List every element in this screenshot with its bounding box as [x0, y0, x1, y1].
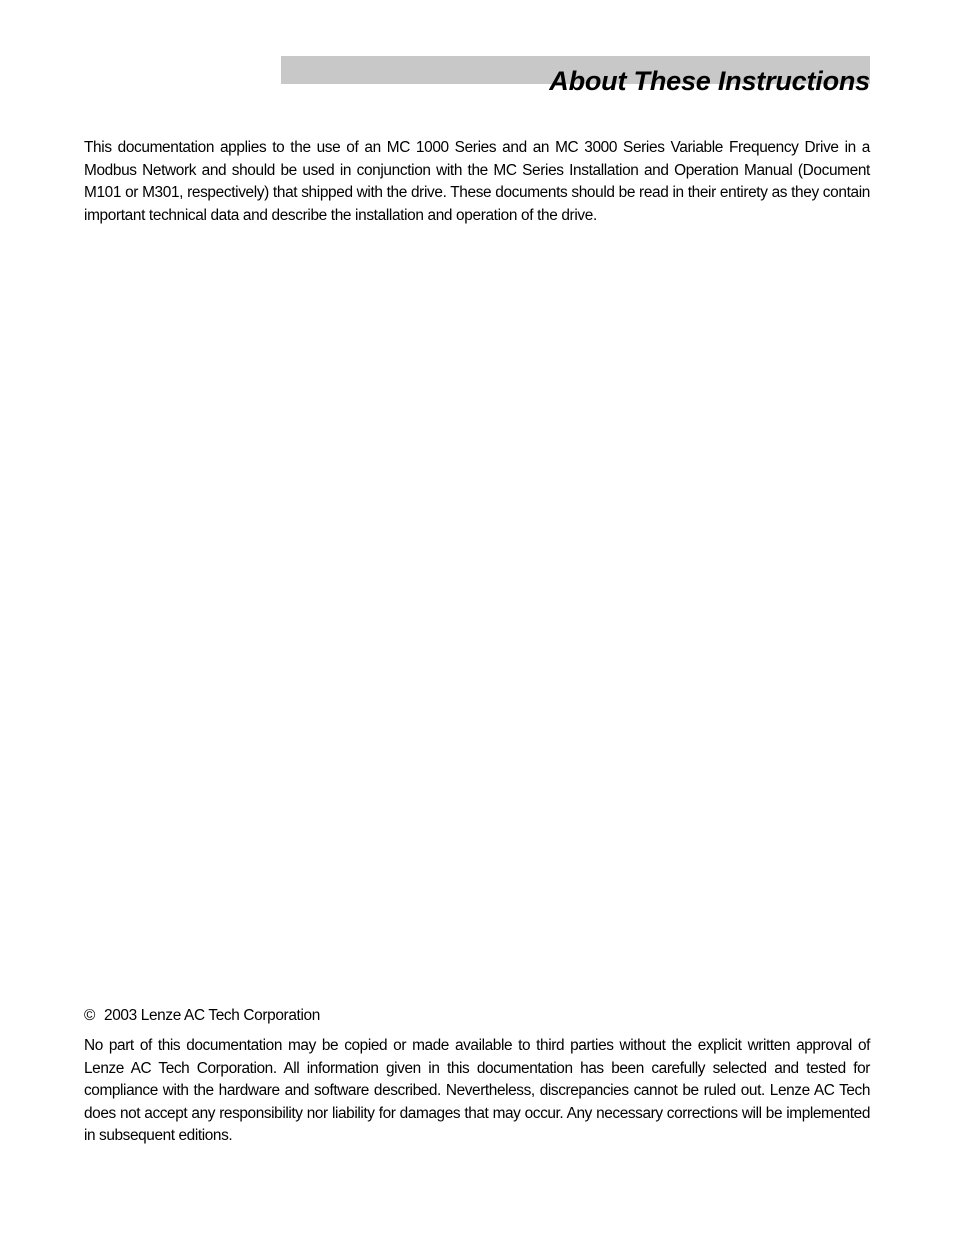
intro-paragraph: This documentation applies to the use of an MC 1000 Series and an MC 3000 Series Variable Frequency Drive in a Modbus Network and should be used in conjunction with the MC Series Installation and Operation Manual (Document M101 or M301, respectively) that shipped with the drive. These documents should be read in their entirety as they contain important technical data and describe the installation and operation of the drive. [84, 139, 870, 224]
disclaimer-paragraph: No part of this documentation may be copied or made available to third parties without the explicit written approval of Lenze AC Tech Corporation. All information given in this documentation has been carefully selected and tested for compliance with the hardware and software described. Nevertheless, discrepancies cannot be ruled out. Lenze AC Tech does not accept any responsibility nor liability for damages that may occur. Any necessary corrections will be implemented in subsequent editions. [84, 1037, 870, 1145]
page-title: About These Instructions [549, 66, 870, 96]
copyright-text: 2003 Lenze AC Tech Corporation [104, 1007, 320, 1024]
copyright-symbol: © [84, 1007, 95, 1024]
copyright-line [84, 1005, 320, 1027]
